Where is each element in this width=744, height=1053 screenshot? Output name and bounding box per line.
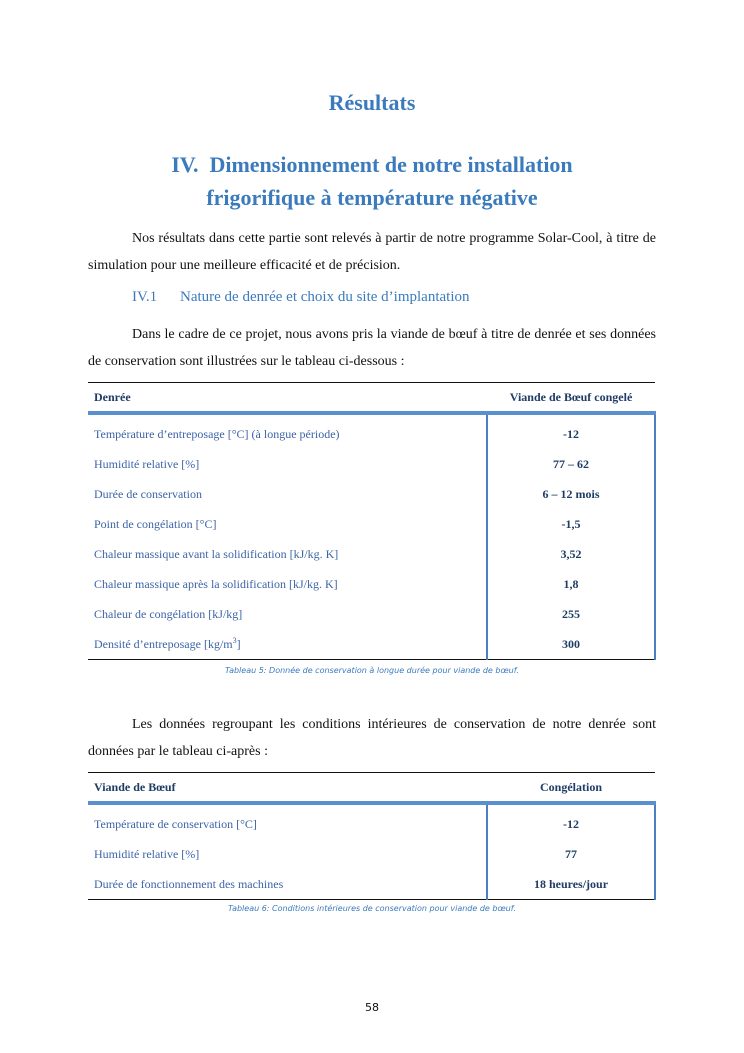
row-value: -12 bbox=[487, 413, 655, 449]
table-row bbox=[88, 413, 655, 449]
table-row bbox=[88, 479, 655, 509]
paragraph-table2-intro: Les données regroupant les conditions intérieures de conservation de notre denrée sont données par le tableau ci-après : bbox=[88, 717, 656, 759]
row-label: Durée de fonctionnement des machines bbox=[88, 869, 487, 900]
section-heading bbox=[100, 148, 644, 214]
row-value: 77 bbox=[487, 839, 655, 869]
row-value: -1,5 bbox=[487, 509, 655, 539]
row-label: Chaleur de congélation [kJ/kg] bbox=[94, 606, 243, 621]
table-header-row bbox=[88, 773, 655, 804]
row-value: 255 bbox=[487, 599, 655, 629]
row-value: 3,52 bbox=[487, 539, 655, 569]
table1-caption: Tableau 5: Donnée de conservation à longue durée pour viande de bœuf. bbox=[225, 666, 519, 675]
row-value: 300 bbox=[487, 629, 655, 660]
interior-conditions-table bbox=[88, 772, 656, 900]
subsection-heading bbox=[132, 289, 469, 306]
table-row bbox=[88, 509, 655, 539]
table-row bbox=[88, 569, 655, 599]
subsection-number: IV.1 bbox=[132, 289, 158, 305]
row-label: Point de congélation [°C] bbox=[94, 516, 217, 531]
row-label: Durée de conservation bbox=[94, 486, 202, 501]
section-number: IV. bbox=[171, 152, 199, 177]
row-value: -12 bbox=[487, 803, 655, 839]
row-label: Humidité relative [%] bbox=[94, 846, 200, 861]
row-label: Chaleur massique après la solidification [kJ/kg. K] bbox=[94, 576, 338, 591]
section-title-line1: Dimensionnement de notre installation bbox=[209, 152, 573, 177]
row-label: Température de conservation [°C] bbox=[94, 816, 257, 831]
table-header-viande: Viande de Bœuf congelé bbox=[487, 383, 655, 414]
table2-caption: Tableau 6: Conditions intérieures de conservation pour viande de bœuf. bbox=[228, 904, 516, 913]
section-title-line2: frigorifique à température négative bbox=[206, 185, 538, 210]
table-row bbox=[88, 629, 655, 660]
conservation-table bbox=[88, 382, 656, 660]
table-header-row bbox=[88, 383, 655, 414]
row-value: 1,8 bbox=[487, 569, 655, 599]
paragraph-table1-intro: Dans le cadre de ce projet, nous avons pris la viande de bœuf à titre de denrée et ses données de conservation sont illustrées sur le tableau ci-dessous : bbox=[88, 327, 656, 369]
row-value: 18 heures/jour bbox=[487, 869, 655, 900]
table-header-viande: Viande de Bœuf bbox=[88, 773, 487, 804]
row-label: Humidité relative [%] bbox=[94, 456, 200, 471]
table-row bbox=[88, 449, 655, 479]
row-value: 77 – 62 bbox=[487, 449, 655, 479]
table-row bbox=[88, 599, 655, 629]
row-label: Chaleur massique avant la solidification [kJ/kg. K] bbox=[94, 546, 339, 561]
row-label-text: Densité d’entreposage [kg/m bbox=[94, 637, 233, 651]
row-label: Température d’entreposage [°C] (à longue période) bbox=[94, 426, 340, 441]
page-number: 58 bbox=[365, 1001, 379, 1014]
table-row bbox=[88, 869, 655, 900]
row-label bbox=[88, 629, 487, 660]
row-value: 6 – 12 mois bbox=[487, 479, 655, 509]
table-row bbox=[88, 839, 655, 869]
table-row bbox=[88, 539, 655, 569]
intro-paragraph: Nos résultats dans cette partie sont relevés à partir de notre programme Solar-Cool, à titre de simulation pour une meilleure efficacité et de précision. bbox=[88, 231, 656, 273]
page-title: Résultats bbox=[328, 90, 416, 115]
table-header-denree: Denrée bbox=[88, 383, 487, 414]
row-label-end: ] bbox=[236, 637, 241, 651]
table-row bbox=[88, 803, 655, 839]
table-header-congelation: Congélation bbox=[487, 773, 655, 804]
subsection-title: Nature de denrée et choix du site d’implantation bbox=[180, 289, 470, 305]
row-label-sup: 3 bbox=[232, 636, 237, 645]
